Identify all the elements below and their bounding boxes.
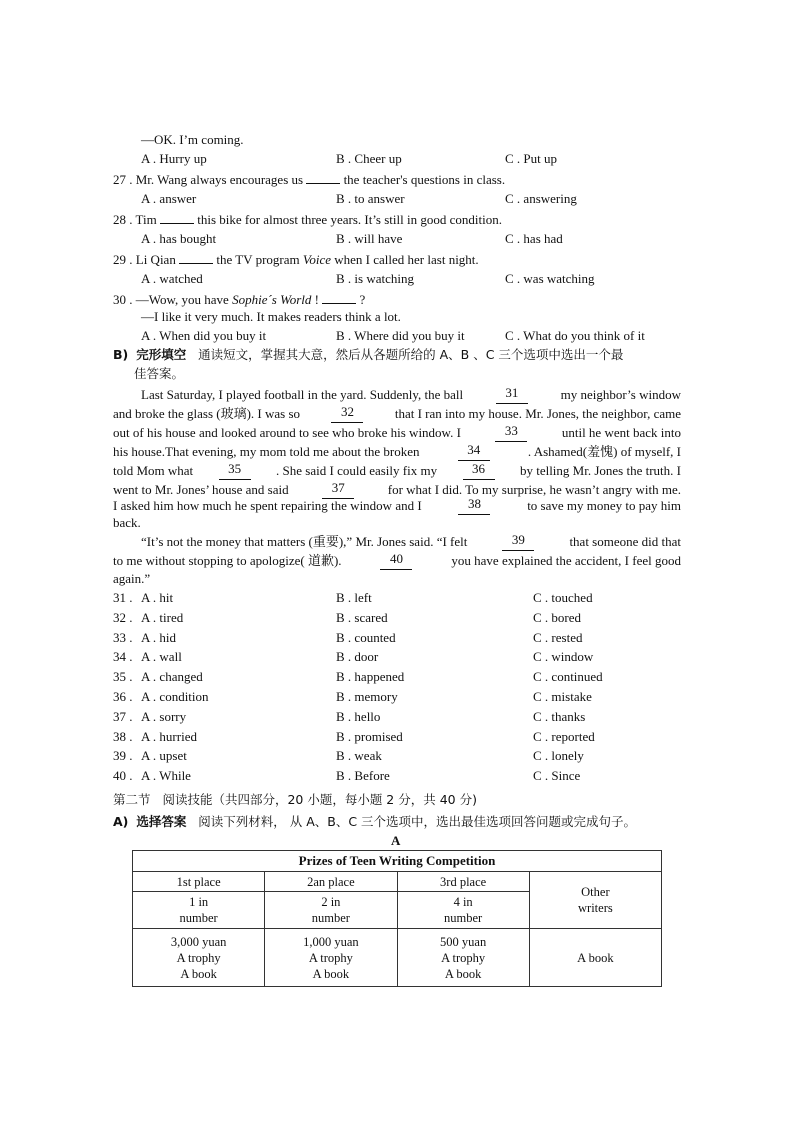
cloze-option-number: 34 .	[113, 649, 133, 664]
table-title-row	[133, 851, 662, 872]
q29-post: when I called her last night.	[334, 252, 479, 267]
q29-option-c: C . was watching	[505, 271, 595, 286]
q27-pre: Mr. Wang always encourages us	[135, 172, 304, 187]
passage-text: . She said I could easily fix my	[276, 463, 438, 478]
cloze-option-b: B . hello	[336, 709, 381, 724]
passage-line-3	[113, 423, 681, 442]
cell-line: A book	[312, 966, 350, 981]
section-a-title: 选择答案	[136, 814, 187, 829]
cloze-option-a: A . changed	[141, 669, 203, 684]
cloze-option-number: 38 .	[113, 729, 133, 744]
passage-line-7	[113, 496, 681, 515]
cell-line: A trophy	[176, 950, 221, 965]
cloze-option-number: 36 .	[113, 689, 133, 704]
table-cell-prize	[265, 929, 397, 987]
cell-line: 1,000 yuan	[303, 934, 359, 949]
section-a-heading	[113, 813, 636, 831]
cloze-option-number: 39 .	[113, 748, 133, 763]
passage-line-2	[113, 404, 681, 423]
q28-blank	[160, 210, 194, 224]
passage-text: that someone did that	[569, 534, 681, 549]
cloze-option-c: C . reported	[533, 729, 595, 744]
passage-text: to save my money to pay him	[527, 498, 681, 513]
cell-line: 4 in	[453, 895, 473, 909]
blank-37: 37	[322, 480, 354, 499]
passage-text: went to Mr. Jones’ house and said	[113, 482, 289, 497]
other-line-1: Other	[581, 885, 610, 899]
cell-line: 2 in	[321, 895, 341, 909]
cell-line: number	[444, 911, 483, 925]
cloze-option-c: C . thanks	[533, 709, 586, 724]
section-2-heading	[113, 791, 477, 809]
table-header-2nd: 2an place	[265, 872, 397, 892]
q30-blank	[322, 290, 356, 304]
passage-text: “It’s not the money that matters (重要),” Mr. Jones said. “I felt	[141, 534, 468, 549]
blank-38: 38	[458, 496, 490, 515]
q30-italic: Sophie´s World	[232, 292, 312, 307]
passage-text: that I ran into my house. Mr. Jones, the neighbor, came	[394, 406, 681, 421]
cloze-option-b: B . Before	[336, 768, 390, 783]
cloze-option-c: C . touched	[533, 590, 593, 605]
section-b-instruction-1: 通读短文，掌握其大意，然后从各题所给的 A、B 、C 三个选项中选出一个最	[198, 347, 624, 362]
q26-option-a: A . Hurry up	[141, 151, 207, 166]
cloze-option-c: C . Since	[533, 768, 581, 783]
section-2-title: 第二节	[113, 792, 151, 807]
cloze-option-b: B . memory	[336, 689, 398, 704]
blank-32: 32	[331, 404, 363, 423]
section-b-title: 完形填空	[136, 347, 187, 362]
blank-36: 36	[463, 461, 495, 480]
table-header-other	[529, 872, 661, 929]
table-cell-prize	[397, 929, 529, 987]
q30-pre: —Wow, you have	[135, 292, 229, 307]
blank-35: 35	[219, 461, 251, 480]
q27-number: 27 .	[113, 172, 133, 187]
blank-31: 31	[496, 385, 528, 404]
passage-line-11: again.”	[113, 571, 151, 586]
q27-option-a: A . answer	[141, 191, 197, 206]
q29-blank	[179, 250, 213, 264]
table-header-1st: 1st place	[133, 872, 265, 892]
cloze-option-number: 32 .	[113, 610, 133, 625]
q30-number: 30 .	[113, 292, 133, 307]
section-a-instruction: 阅读下列材料， 从 A、B、C 三个选项中，选出最佳选项回答问题或完成句子。	[198, 814, 637, 829]
cloze-option-c: C . lonely	[533, 748, 584, 763]
cloze-option-c: C . window	[533, 649, 594, 664]
section-b-label: B)	[113, 347, 129, 362]
cell-line: A book	[444, 966, 482, 981]
passage-text: until he went back into	[561, 425, 681, 440]
table-prize-row	[133, 929, 662, 987]
cloze-option-c: C . continued	[533, 669, 603, 684]
cloze-option-a: A . While	[141, 768, 191, 783]
passage-text: . Ashamed(羞愧) of myself, I	[527, 444, 681, 459]
section-b-instruction-2: 佳答案。	[134, 366, 185, 381]
cloze-option-number: 37 .	[113, 709, 133, 724]
q30-option-a: A . When did you buy it	[141, 328, 267, 343]
cell-line: number	[311, 911, 350, 925]
prize-table	[132, 850, 662, 987]
cell-line: 500 yuan	[440, 934, 487, 949]
passage-text: my neighbor’s window	[560, 387, 681, 402]
q30-mid: !	[314, 292, 319, 307]
passage-line-4	[113, 442, 681, 461]
passage-line-8: back.	[113, 515, 141, 530]
passage-text: you have explained the accident, I feel good	[451, 553, 681, 568]
q27-blank	[306, 170, 340, 184]
cloze-option-b: B . happened	[336, 669, 405, 684]
passage-text: I asked him how much he spent repairing the window and I	[113, 498, 422, 513]
q28-option-b: B . will have	[336, 231, 403, 246]
passage-text: told Mom what	[113, 463, 194, 478]
cloze-option-number: 40 .	[113, 768, 133, 783]
passage-text: by telling Mr. Jones the truth. I	[519, 463, 681, 478]
passage-text: for what I did. To my surprise, he wasn’t angry with me.	[387, 482, 681, 497]
cloze-option-b: B . counted	[336, 630, 396, 645]
table-cell-other-prize: A book	[529, 929, 661, 987]
q30-reply: —I like it very much. It makes readers think a lot.	[141, 309, 401, 324]
cloze-option-b: B . scared	[336, 610, 388, 625]
q26-option-c: C . Put up	[505, 151, 558, 166]
q29-mid: the TV program	[216, 252, 300, 267]
cloze-option-a: A . sorry	[141, 709, 187, 724]
q29-italic: Voice	[302, 252, 332, 267]
passage-line-9	[141, 532, 681, 551]
cloze-option-b: B . left	[336, 590, 372, 605]
q29-pre: Li Qian	[135, 252, 176, 267]
q30-option-b: B . Where did you buy it	[336, 328, 465, 343]
cloze-option-number: 35 .	[113, 669, 133, 684]
passage-line-5	[113, 461, 681, 480]
table-cell-prize	[133, 929, 265, 987]
table-title: Prizes of Teen Writing Competition	[133, 851, 662, 872]
passage-text: his house.That evening, my mom told me about the broken	[113, 444, 420, 459]
table-cell-number	[397, 892, 529, 929]
cell-line: A trophy	[441, 950, 486, 965]
cell-line: 1 in	[189, 895, 209, 909]
blank-34: 34	[458, 442, 490, 461]
passage-text: and broke the glass (玻璃). I was so	[113, 406, 301, 421]
table-cell-number	[133, 892, 265, 929]
cell-line: 3,000 yuan	[170, 934, 227, 949]
q28-option-a: A . has bought	[141, 231, 217, 246]
q30-post: ?	[359, 292, 366, 307]
blank-39: 39	[502, 532, 534, 551]
passage-text: Last Saturday, I played football in the yard. Suddenly, the ball	[141, 387, 464, 402]
section-b-heading	[113, 346, 623, 364]
cloze-option-a: A . tired	[141, 610, 184, 625]
q27-stem	[113, 170, 505, 189]
cloze-option-a: A . wall	[141, 649, 182, 664]
cloze-option-number: 31 .	[113, 590, 133, 605]
cloze-option-a: A . upset	[141, 748, 187, 763]
cloze-option-a: A . condition	[141, 689, 209, 704]
q30-option-c: C . What do you think of it	[505, 328, 645, 343]
q29-option-a: A . watched	[141, 271, 203, 286]
q30-stem	[113, 290, 365, 309]
cloze-option-a: A . hid	[141, 630, 177, 645]
cloze-option-a: A . hurried	[141, 729, 197, 744]
cloze-option-number: 33 .	[113, 630, 133, 645]
cloze-option-c: C . mistake	[533, 689, 592, 704]
blank-33: 33	[495, 423, 527, 442]
q28-option-c: C . has had	[505, 231, 563, 246]
cloze-option-c: C . rested	[533, 630, 583, 645]
cloze-option-b: B . weak	[336, 748, 382, 763]
table-header-row	[133, 872, 662, 892]
section-a-label: A)	[113, 814, 129, 829]
cloze-option-b: B . door	[336, 649, 379, 664]
passage-line-10	[113, 551, 681, 570]
passage-line-1	[141, 385, 681, 404]
passage-a-letter: A	[391, 833, 401, 848]
section-2-subtitle: 阅读技能（共四部分，20 小题，每小题 2 分，共 40 分)	[162, 792, 477, 807]
table-header-3rd: 3rd place	[397, 872, 529, 892]
q26-option-b: B . Cheer up	[336, 151, 402, 166]
passage-text: out of his house and looked around to see who broke his window. I	[113, 425, 461, 440]
cloze-option-b: B . promised	[336, 729, 403, 744]
q29-number: 29 .	[113, 252, 133, 267]
cell-line: A book	[180, 966, 217, 981]
q29-stem	[113, 250, 479, 269]
passage-text: to me without stopping to apologize( 道歉).	[113, 553, 342, 568]
q29-option-b: B . is watching	[336, 271, 414, 286]
q28-number: 28 .	[113, 212, 133, 227]
q28-pre: Tim	[135, 212, 157, 227]
table-cell-number	[265, 892, 397, 929]
q27-option-c: C . answering	[505, 191, 577, 206]
q27-option-b: B . to answer	[336, 191, 405, 206]
cell-line: number	[179, 911, 218, 925]
q26-reply: —OK. I’m coming.	[141, 132, 244, 147]
other-line-2: writers	[578, 901, 613, 915]
blank-40: 40	[380, 551, 412, 570]
q28-stem	[113, 210, 502, 229]
q27-post: the teacher's questions in class.	[343, 172, 506, 187]
cloze-option-a: A . hit	[141, 590, 174, 605]
cloze-option-c: C . bored	[533, 610, 582, 625]
cell-line: A trophy	[308, 950, 353, 965]
q28-post: this bike for almost three years. It’s still in good condition.	[197, 212, 502, 227]
